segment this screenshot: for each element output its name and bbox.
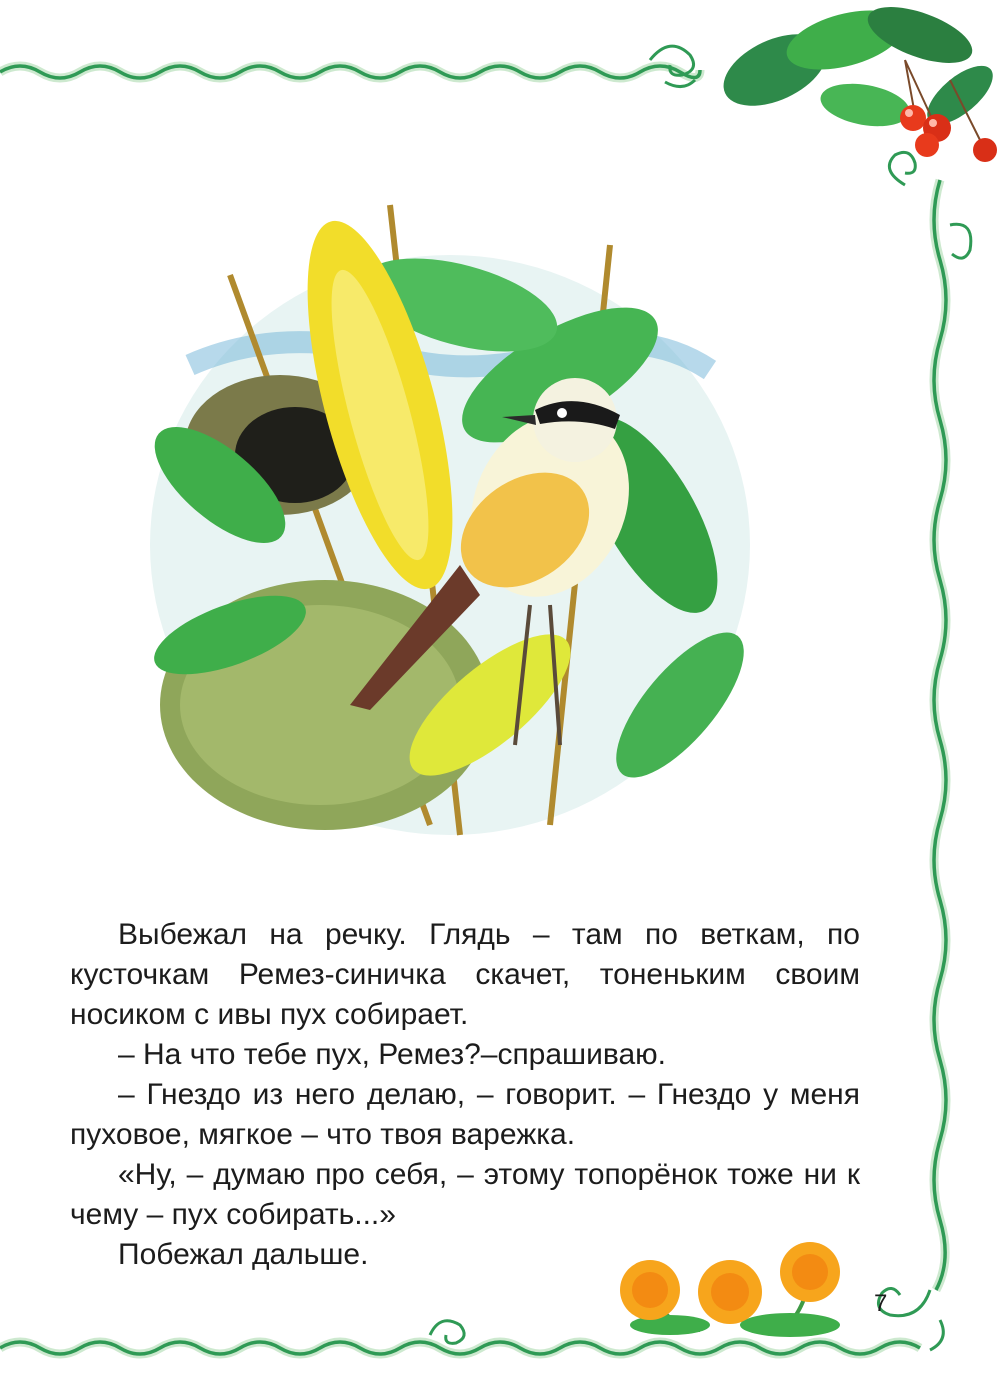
- paragraph: – Гнездо из него делаю, – говорит. – Гнездо у меня пуховое, мягкое – что твоя варежка.: [70, 1078, 860, 1151]
- paragraph: Выбежал на речку. Глядь – там по веткам, по кусточкам Ремез-синичка скачет, тоненьким своим носиком с ивы пух собирает.: [70, 918, 860, 1031]
- cherry-decoration-icon: [705, 0, 1000, 170]
- page-number: 7: [874, 1290, 888, 1317]
- paragraph: – На что тебе пух, Ремез?–спрашиваю.: [118, 1038, 666, 1071]
- bird-illustration: [130, 185, 780, 855]
- dandelion-decoration-icon: [610, 1230, 880, 1340]
- paragraph: «Ну, – думаю про себя, – этому топорёнок тоже ни к чему – пух собирать...»: [70, 1158, 860, 1231]
- paragraph: Побежал дальше.: [118, 1238, 369, 1271]
- story-text: [70, 915, 860, 1275]
